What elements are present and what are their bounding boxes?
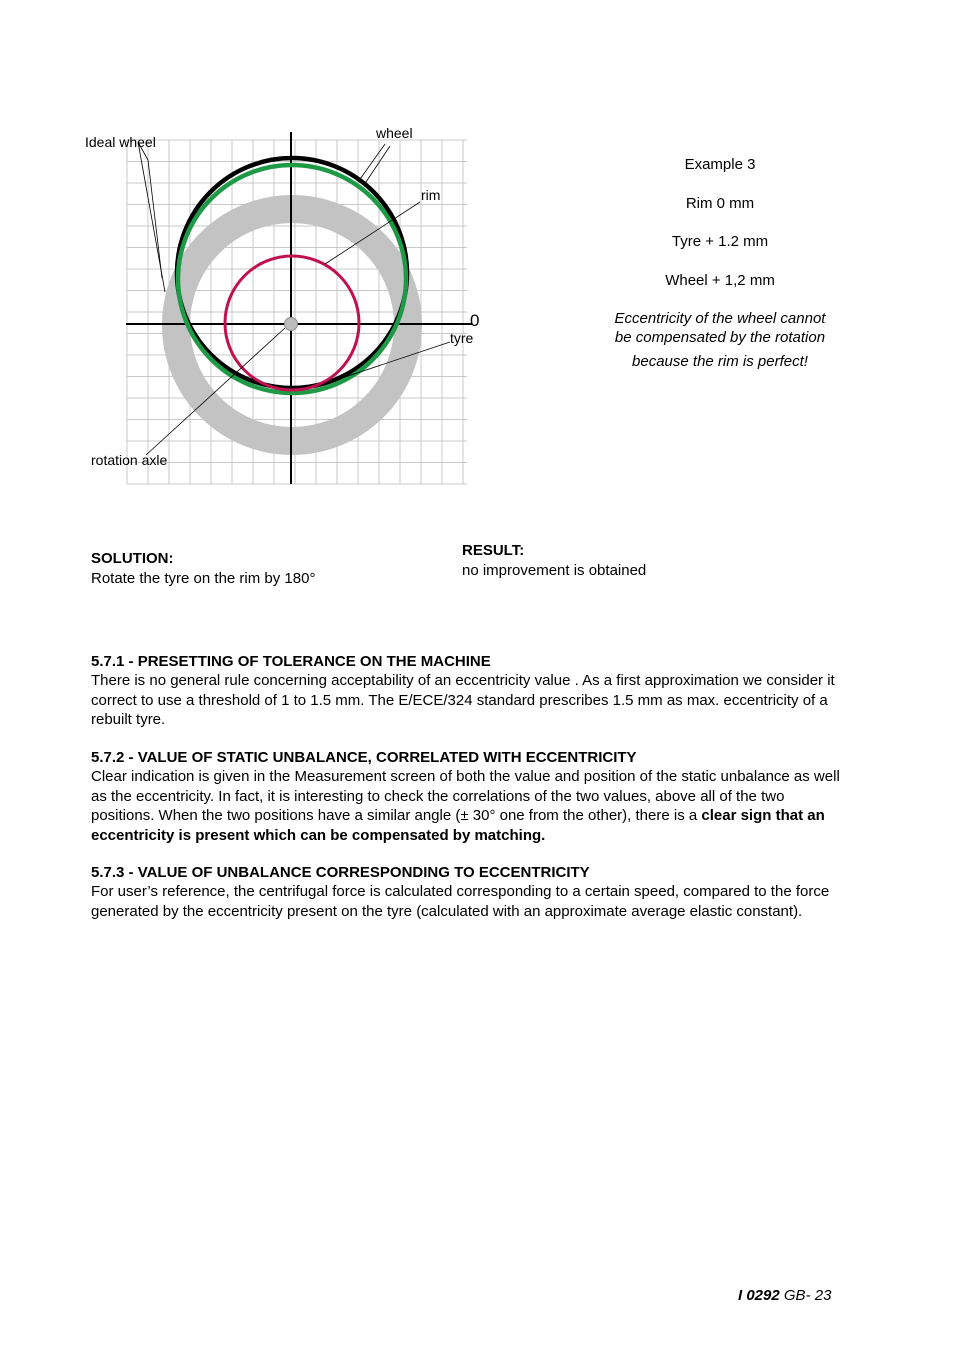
section-title: 5.7.1 - PRESETTING OF TOLERANCE ON THE MACHINE — [91, 653, 491, 670]
section-body: There is no general rule concerning acceptability of an eccentricity value . As a first approximation we consider it correct to use a threshold of 1 to 1.5 mm. The E/ECE/324 standard prescribes 1.5 mm as max. eccentricity of a rebuilt tyre. — [91, 672, 835, 729]
document-code: I 0292 — [738, 1287, 780, 1304]
tyre-label: tyre — [450, 330, 474, 346]
wheel-leader-2 — [364, 146, 390, 185]
example-note-line2: be compensated by the rotation — [614, 329, 826, 346]
result-text: no improvement is obtained — [462, 562, 647, 579]
eccentricity-diagram — [80, 120, 490, 490]
example-note-line3: because the rim is perfect! — [632, 353, 808, 370]
section-body: For user’s reference, the centrifugal force is calculated corresponding to a certain speed, compared to the force generated by the eccentricity present on the tyre (calculated with an approximate average elastic constant). — [91, 883, 830, 920]
section-5-7-2 — [91, 748, 851, 845]
section-body-emphasis: clear sign that an eccentricity is present which can be compensated by matching. — [91, 807, 825, 844]
section-body-text: Clear indication is given in the Measurement screen of both the value and position of the static unbalance as well as the eccentricity. In fact, it is interesting to check the correlations of the two values, above all of the two positions. When the two positions have a similar angle (± 30° one from the other), there is a — [91, 768, 840, 825]
section-5-7-1 — [91, 652, 851, 730]
solution-text: Rotate the tyre on the rim by 180° — [91, 570, 316, 587]
page-number: GB- 23 — [783, 1287, 832, 1304]
solution-heading: SOLUTION: — [91, 550, 174, 567]
example-rim: Rim 0 mm — [685, 195, 755, 212]
rotation-axle-point — [285, 318, 298, 331]
page-footer — [738, 1287, 831, 1304]
example-tyre: Tyre + 1.2 mm — [671, 233, 769, 250]
wheel-label: wheel — [376, 125, 413, 141]
wheel-leader — [358, 144, 385, 182]
rim-label: rim — [421, 187, 441, 203]
example-title: Example 3 — [684, 156, 756, 173]
rotation-axle-label: rotation axle — [91, 452, 168, 468]
eccentricity-diagram-graphic — [80, 120, 490, 490]
section-5-7-3 — [91, 863, 851, 921]
section-body — [91, 767, 851, 845]
example-wheel: Wheel + 1,2 mm — [665, 272, 775, 289]
ideal-wheel-label: Ideal wheel — [85, 134, 156, 150]
zero-label: 0 — [470, 311, 480, 330]
result-heading: RESULT: — [462, 542, 525, 559]
example-note-line1: Eccentricity of the wheel cannot — [614, 310, 826, 327]
section-title: 5.7.3 - VALUE OF UNBALANCE CORRESPONDING TO ECCENTRICITY — [91, 864, 590, 881]
section-title: 5.7.2 - VALUE OF STATIC UNBALANCE, CORRELATED WITH ECCENTRICITY — [91, 749, 637, 766]
